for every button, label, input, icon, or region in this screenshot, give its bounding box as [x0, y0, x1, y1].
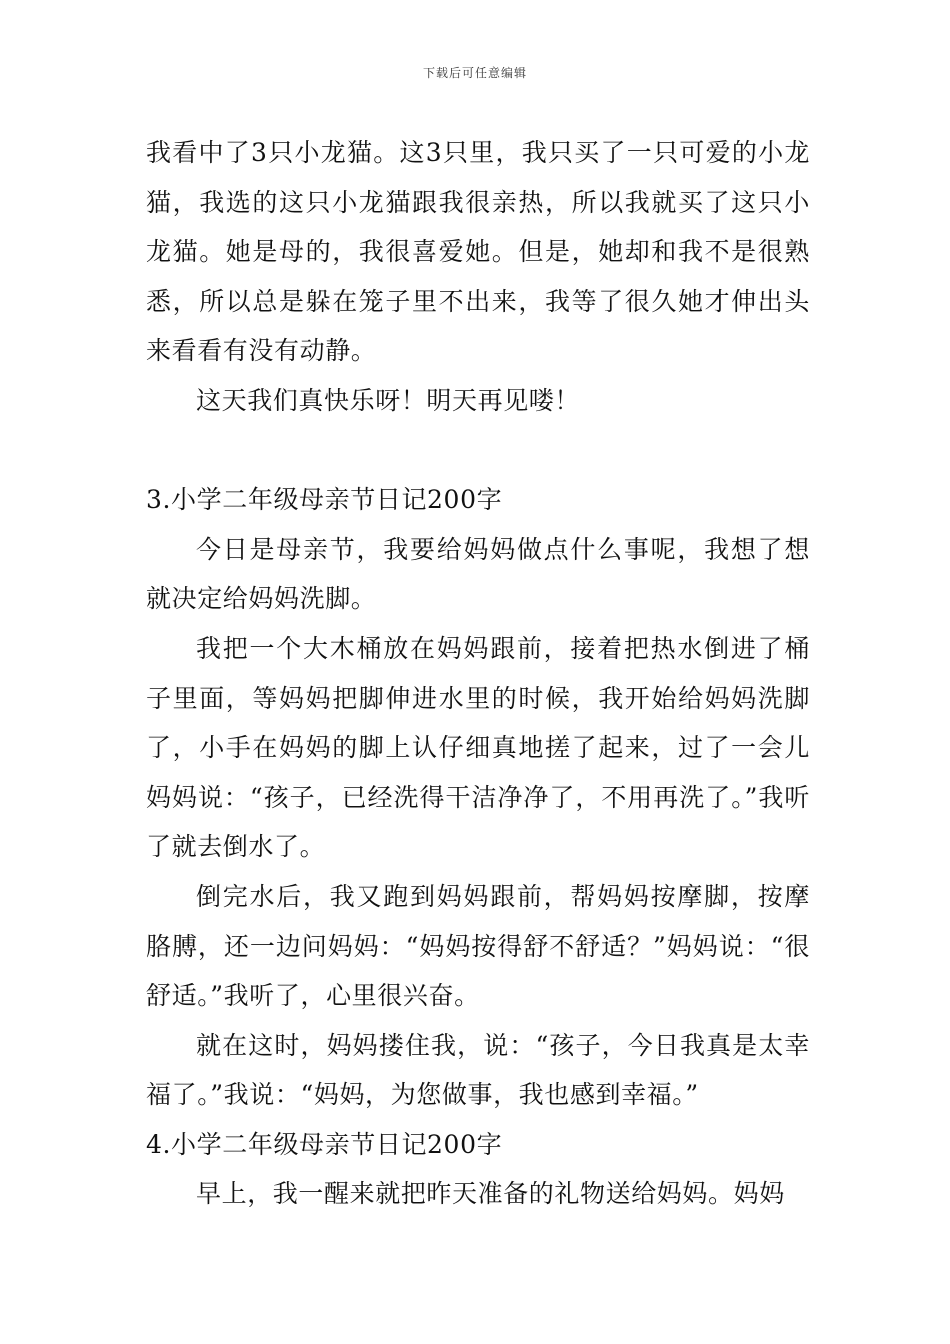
paragraph-mothers-day-intro: 今日是母亲节，我要给妈妈做点什么事呢，我想了想就决定给妈妈洗脚。 [146, 534, 810, 614]
paragraph-morning-gift: 早上，我一醒来就把昨天准备的礼物送给妈妈。妈妈 [196, 1179, 785, 1209]
section-heading-4: 4.小学二年级母亲节日记200字 [146, 1129, 503, 1159]
paragraph-cat-purchase: 我看中了3只小龙猫。这3只里，我只买了一只可爱的小龙猫，我选的这只小龙猫跟我很亲热，所以我就买了这只小龙猫。她是母的，我很喜爱她。但是，她却和我不是很熟悉，所以总是躲在笼子里不出来，我等了很久她才伸出头来看看有没有动静。 [146, 138, 810, 366]
paragraph-happy-day: 这天我们真快乐呀！明天再见喽！ [196, 385, 581, 415]
paragraph-massage: 倒完水后，我又跑到妈妈跟前，帮妈妈按摩脚，按摩胳膊，还一边问妈妈：“妈妈按得舒不舒适？”妈妈说：“很舒适。”我听了，心里很兴奋。 [146, 881, 810, 1011]
paragraph-foot-washing: 我把一个大木桶放在妈妈跟前，接着把热水倒进了桶子里面，等妈妈把脚伸进水里的时候，我开始给妈妈洗脚了，小手在妈妈的脚上认仔细真地搓了起来，过了一会儿妈妈说：“孩子，已经洗得干洁净净了，不用再洗了。”我听了就去倒水了。 [146, 633, 810, 862]
page-header: 下载后可任意编辑 [422, 66, 527, 80]
blank-line [146, 426, 810, 476]
section-heading-3: 3.小学二年级母亲节日记200字 [146, 485, 503, 515]
document-body [146, 128, 810, 1219]
paragraph-hug: 就在这时，妈妈搂住我，说：“孩子，今日我真是太幸福了。”我说：“妈妈，为您做事，我也感到幸福。” [146, 1030, 810, 1110]
